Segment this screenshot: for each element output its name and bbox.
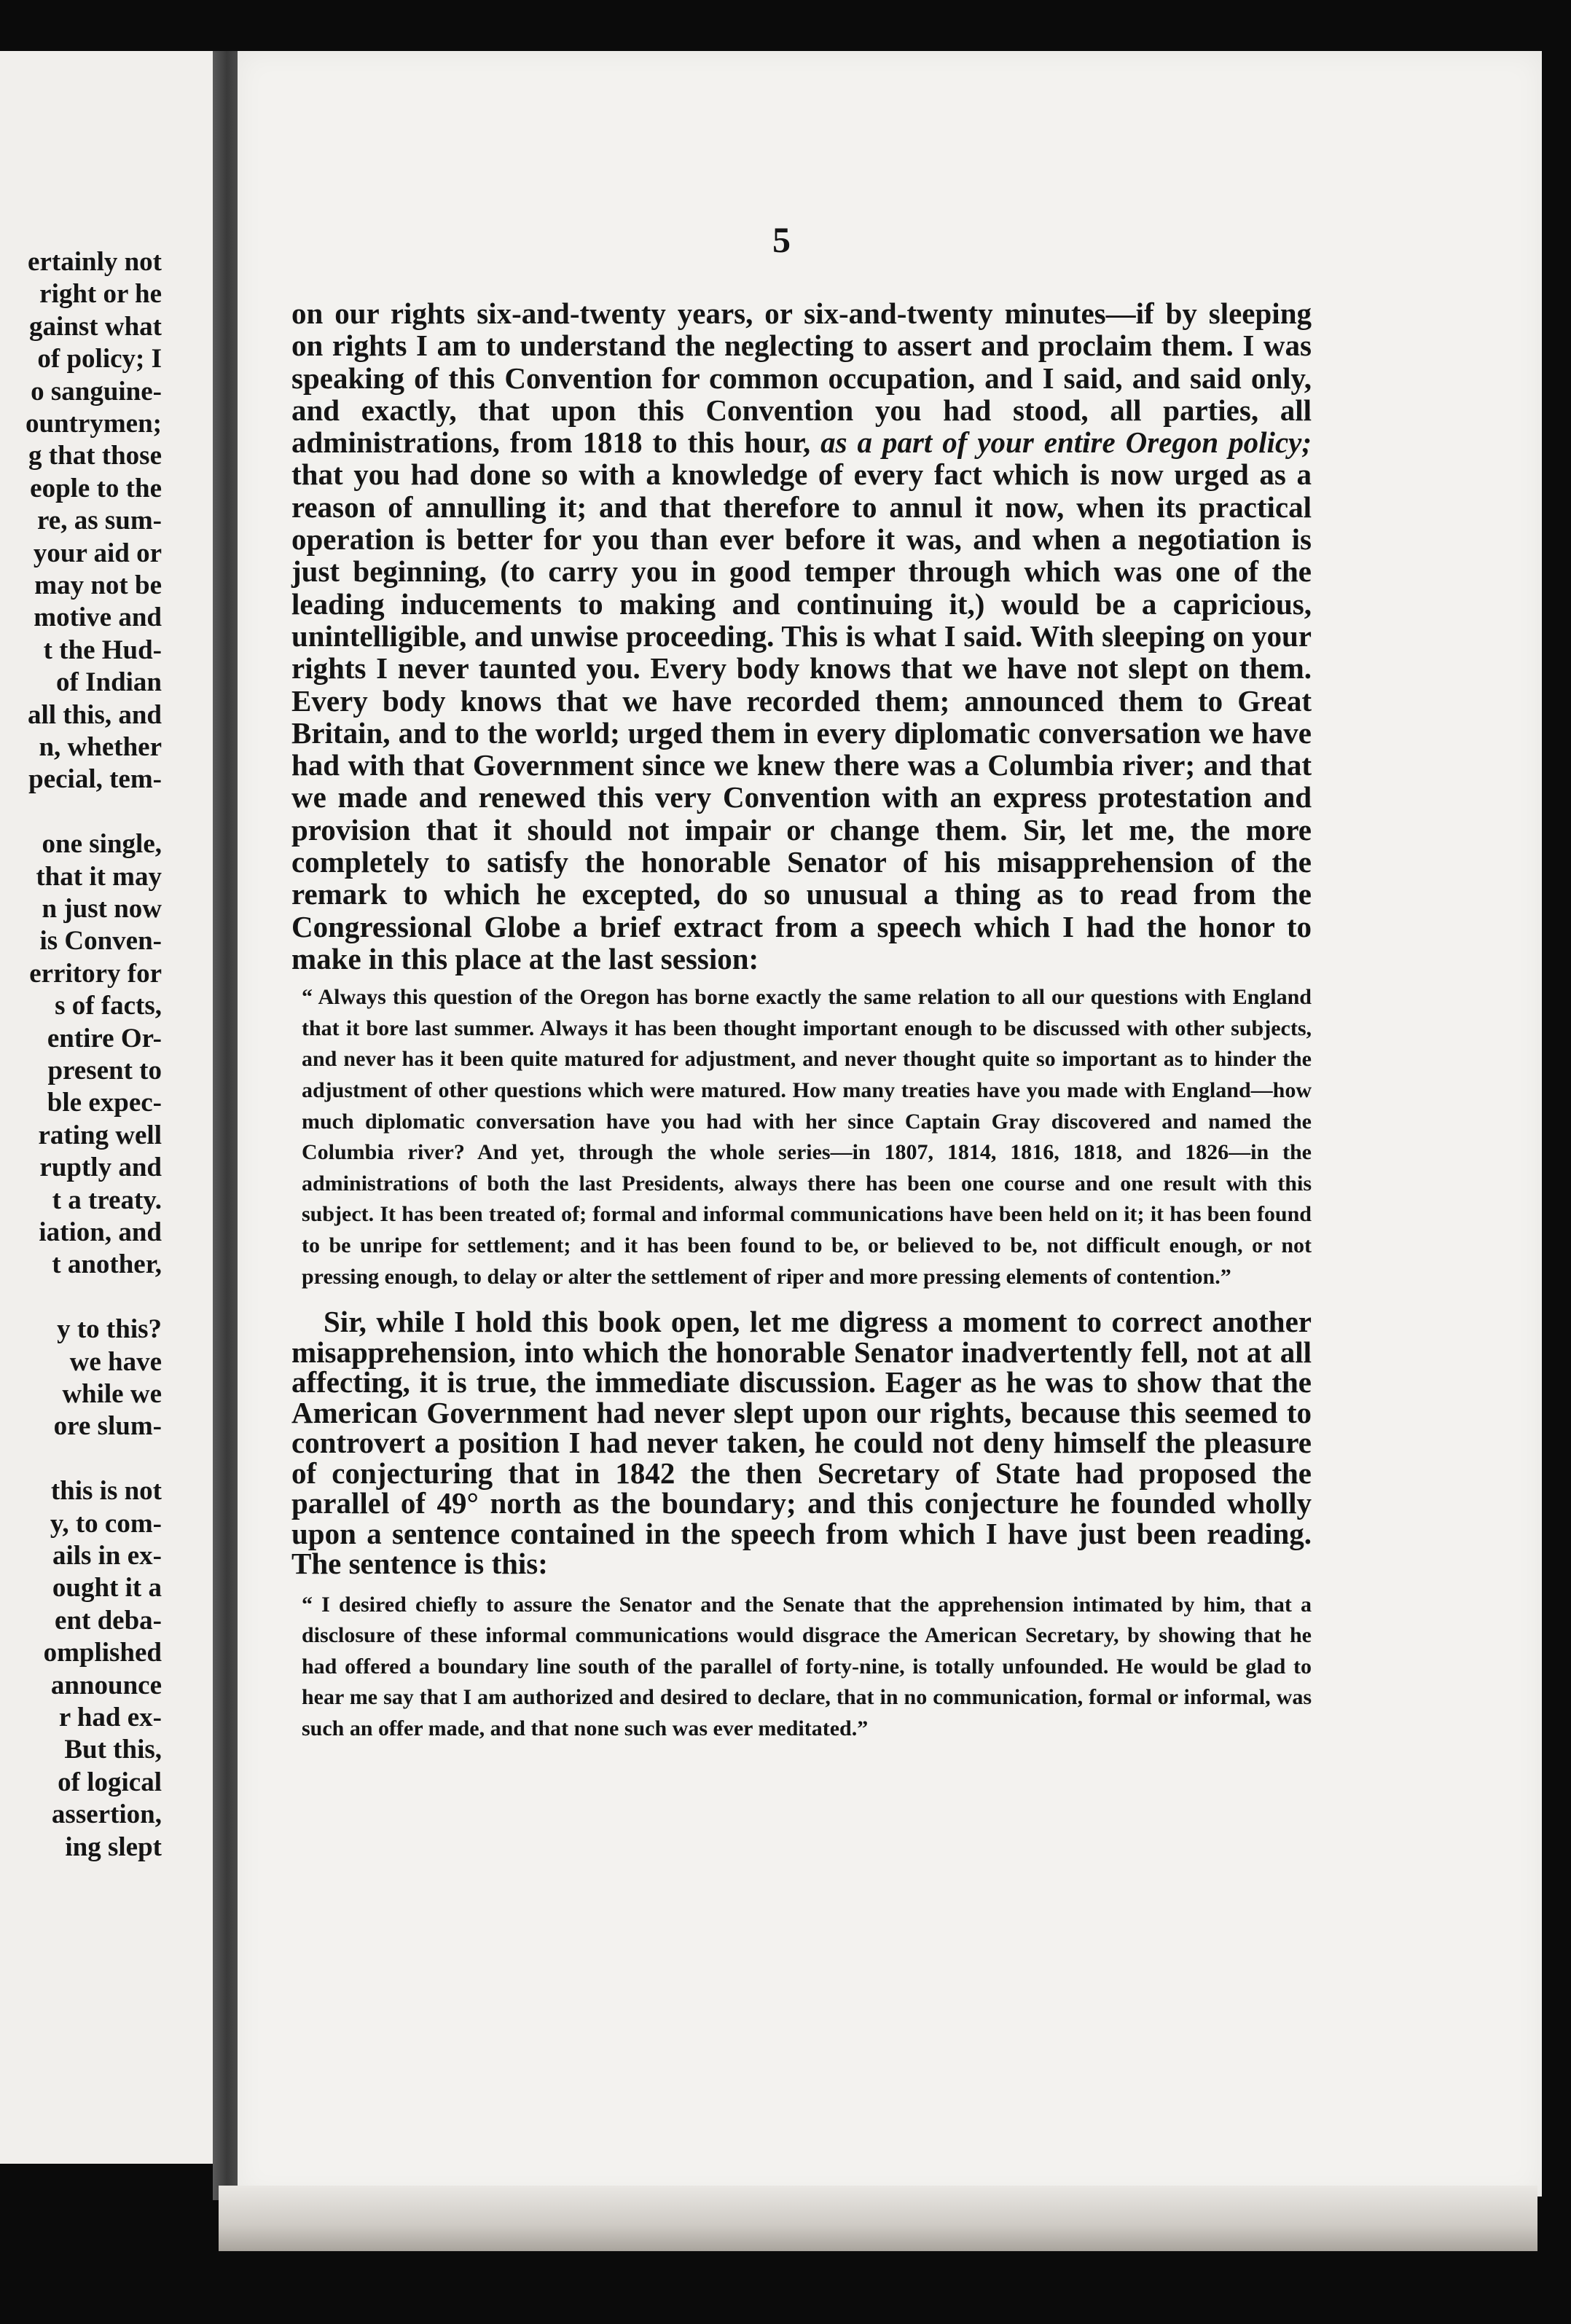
previous-page-line: rating well	[38, 1120, 162, 1150]
previous-page-line: ore slum-	[53, 1411, 162, 1442]
previous-page-line: this is not	[50, 1476, 162, 1507]
previous-page-line: eople to the	[30, 473, 162, 503]
page-bottom-edges	[219, 2186, 1537, 2251]
previous-page-line: of Indian	[56, 667, 162, 698]
previous-page-line: entire Or-	[47, 1023, 162, 1053]
previous-page-line: r had ex-	[58, 1703, 162, 1732]
previous-page-line: all this, and	[27, 699, 162, 730]
previous-page-line: present to	[47, 1056, 162, 1086]
block-quote-2: “ I desired chiefly to assure the Senator and the Senate that the apprehension intimated by him, that a disclosure of these informal communications would disgrace the American Secretary, by showing that he had offered a boundary line south of the parallel of forty-nine, is totally unfounded. He would be glad to hear me say that I am authorized and desired to declare, that in no communication, formal or informal, was such an offer made, and that none such was ever meditated.”	[302, 1592, 1312, 1741]
paragraph-1-text-b: that you had done so with a knowledge of every fact which is now urged as a reason of annulling it; and that therefore to annul it now, when its practical operation is better for you than ever before it was, and when a negotiation is just beginning, (to carry you in good temper through which was one of the leading inducements to making and continuing it,) would be a capricious, unintelligible, and unwise proceeding. This is what I said. With sleeping on your rights I never taunted you. Every body knows that we have not slept on them. Every body knows that we have recorded them; announced them to Great Britain, and to the world; urged them in every diplomatic conversation we have had with that Government since we knew there was a Columbia river; and that we made and renewed this very Convention with an express protestation and provision that it should not impair or change them. Sir, let me, the more completely to satisfy the honorable Senator of his misapprehension of the remark to which he excepted, do so unusual a thing as to read from the Congressional Globe a brief extract from a speech which I had the honor to make in this place at the last session:	[291, 458, 1312, 975]
previous-page-line: t a treaty.	[52, 1185, 162, 1215]
previous-page-line: n just now	[42, 894, 162, 924]
paragraph-2-text: Sir, while I hold this book open, let me digress a moment to correct another misapprehension, into which the honorable Senator inadvertently fell, not at all affecting, it is true, the immediate discussion. Eager as he was to show that the American Government had never slept upon our rights, because this seemed to controvert a position I had never taken, he could not deny himself the pleasure of conjecturing that in 1842 the then Secretary of State had proposed the parallel of 49° north as the boundary; and this conjecture he founded wholly upon a sentence contained in the speech from which I have just been reading. The sentence is this:	[291, 1305, 1312, 1581]
previous-page-line: re, as sum-	[37, 506, 162, 536]
previous-page-line: iation, and	[39, 1217, 162, 1247]
previous-page-line: that it may	[36, 861, 162, 892]
previous-page-line: pecial, tem-	[28, 764, 162, 795]
previous-page-fragment	[0, 51, 219, 2164]
previous-page-line: But this,	[64, 1735, 162, 1765]
block-quote-1: “ Always this question of the Oregon has borne exactly the same relation to all our questions with England that it bore last summer. Always it has been thought important enough to be discussed with other subjects, and never has it been quite matured for adjustment, and never thought quite so important as to hinder the adjustment of other questions which were matured. How many treaties have you made with England—how much diplomatic conversation have you had with her since Captain Gray discovered and named the Columbia river? And yet, through the whole series—in 1807, 1814, 1816, 1818, and 1826—in the administrations of both the last Presidents, always there has been one course and one result with this subject. It has been treated of; formal and informal communications have been held on it; it has been found to be unripe for settlement; and it has been found to be, or believed to be, not difficult enough, or not pressing enough, to delay or alter the settlement of riper and more pressing elements of contention.”	[302, 985, 1312, 1289]
previous-page-line: announce	[50, 1670, 162, 1700]
previous-page-line: omplished	[43, 1638, 162, 1668]
previous-page-line: right or he	[39, 279, 162, 310]
previous-page-line: gainst what	[29, 311, 162, 342]
previous-page-line: of logical	[58, 1767, 162, 1797]
previous-page-line: y, to com-	[50, 1508, 162, 1539]
previous-page-line: y to this?	[57, 1314, 162, 1345]
page-body	[291, 297, 1312, 1745]
previous-page-line: n, whether	[39, 732, 162, 762]
previous-page-line: assertion,	[51, 1799, 162, 1830]
previous-page-line: ails in ex-	[52, 1541, 162, 1571]
previous-page-line: may not be	[34, 570, 162, 600]
previous-page-line: ought it a	[52, 1573, 162, 1603]
previous-page-line: we have	[69, 1346, 162, 1377]
previous-page-line: t another,	[52, 1249, 162, 1280]
previous-page-line: ble expec-	[47, 1088, 162, 1118]
previous-page-line: of policy; I	[37, 344, 162, 374]
previous-page-line: ent deba-	[55, 1605, 162, 1636]
page-number: 5	[772, 219, 791, 260]
previous-page-line: ruptly and	[39, 1153, 162, 1183]
previous-page-line: one single,	[42, 829, 162, 860]
previous-page-line: ountrymen;	[25, 409, 162, 439]
previous-page-line: your aid or	[33, 538, 162, 568]
paragraph-1-italic: as a part of your entire Oregon policy;	[820, 425, 1312, 460]
previous-page-line: ing slept	[65, 1832, 162, 1862]
previous-page-line: t the Hud-	[43, 635, 162, 665]
previous-page-line: g that those	[28, 441, 162, 471]
previous-page-line: ertainly not	[28, 247, 162, 277]
previous-page-line: while we	[62, 1379, 162, 1409]
previous-page-line: motive and	[34, 602, 162, 633]
previous-page-line: o sanguine-	[31, 376, 162, 407]
previous-page-line: erritory for	[29, 958, 162, 989]
previous-page-line: is Conven-	[39, 926, 162, 957]
paragraph-1	[291, 297, 1312, 975]
paragraph-1-text-a: on our rights six-and-twenty years, or six-and-twenty minutes—if by sleeping on rights I am to understand the neglecting to assert and proclaim them. I was speaking of this Convention for common occupation, and I said, and said only, and exactly, that upon this Convention you had stood, all parties, all administrations, from 1818 to this hour,	[291, 297, 1312, 460]
previous-page-line: s of facts,	[55, 991, 162, 1021]
paragraph-2	[291, 1307, 1312, 1579]
